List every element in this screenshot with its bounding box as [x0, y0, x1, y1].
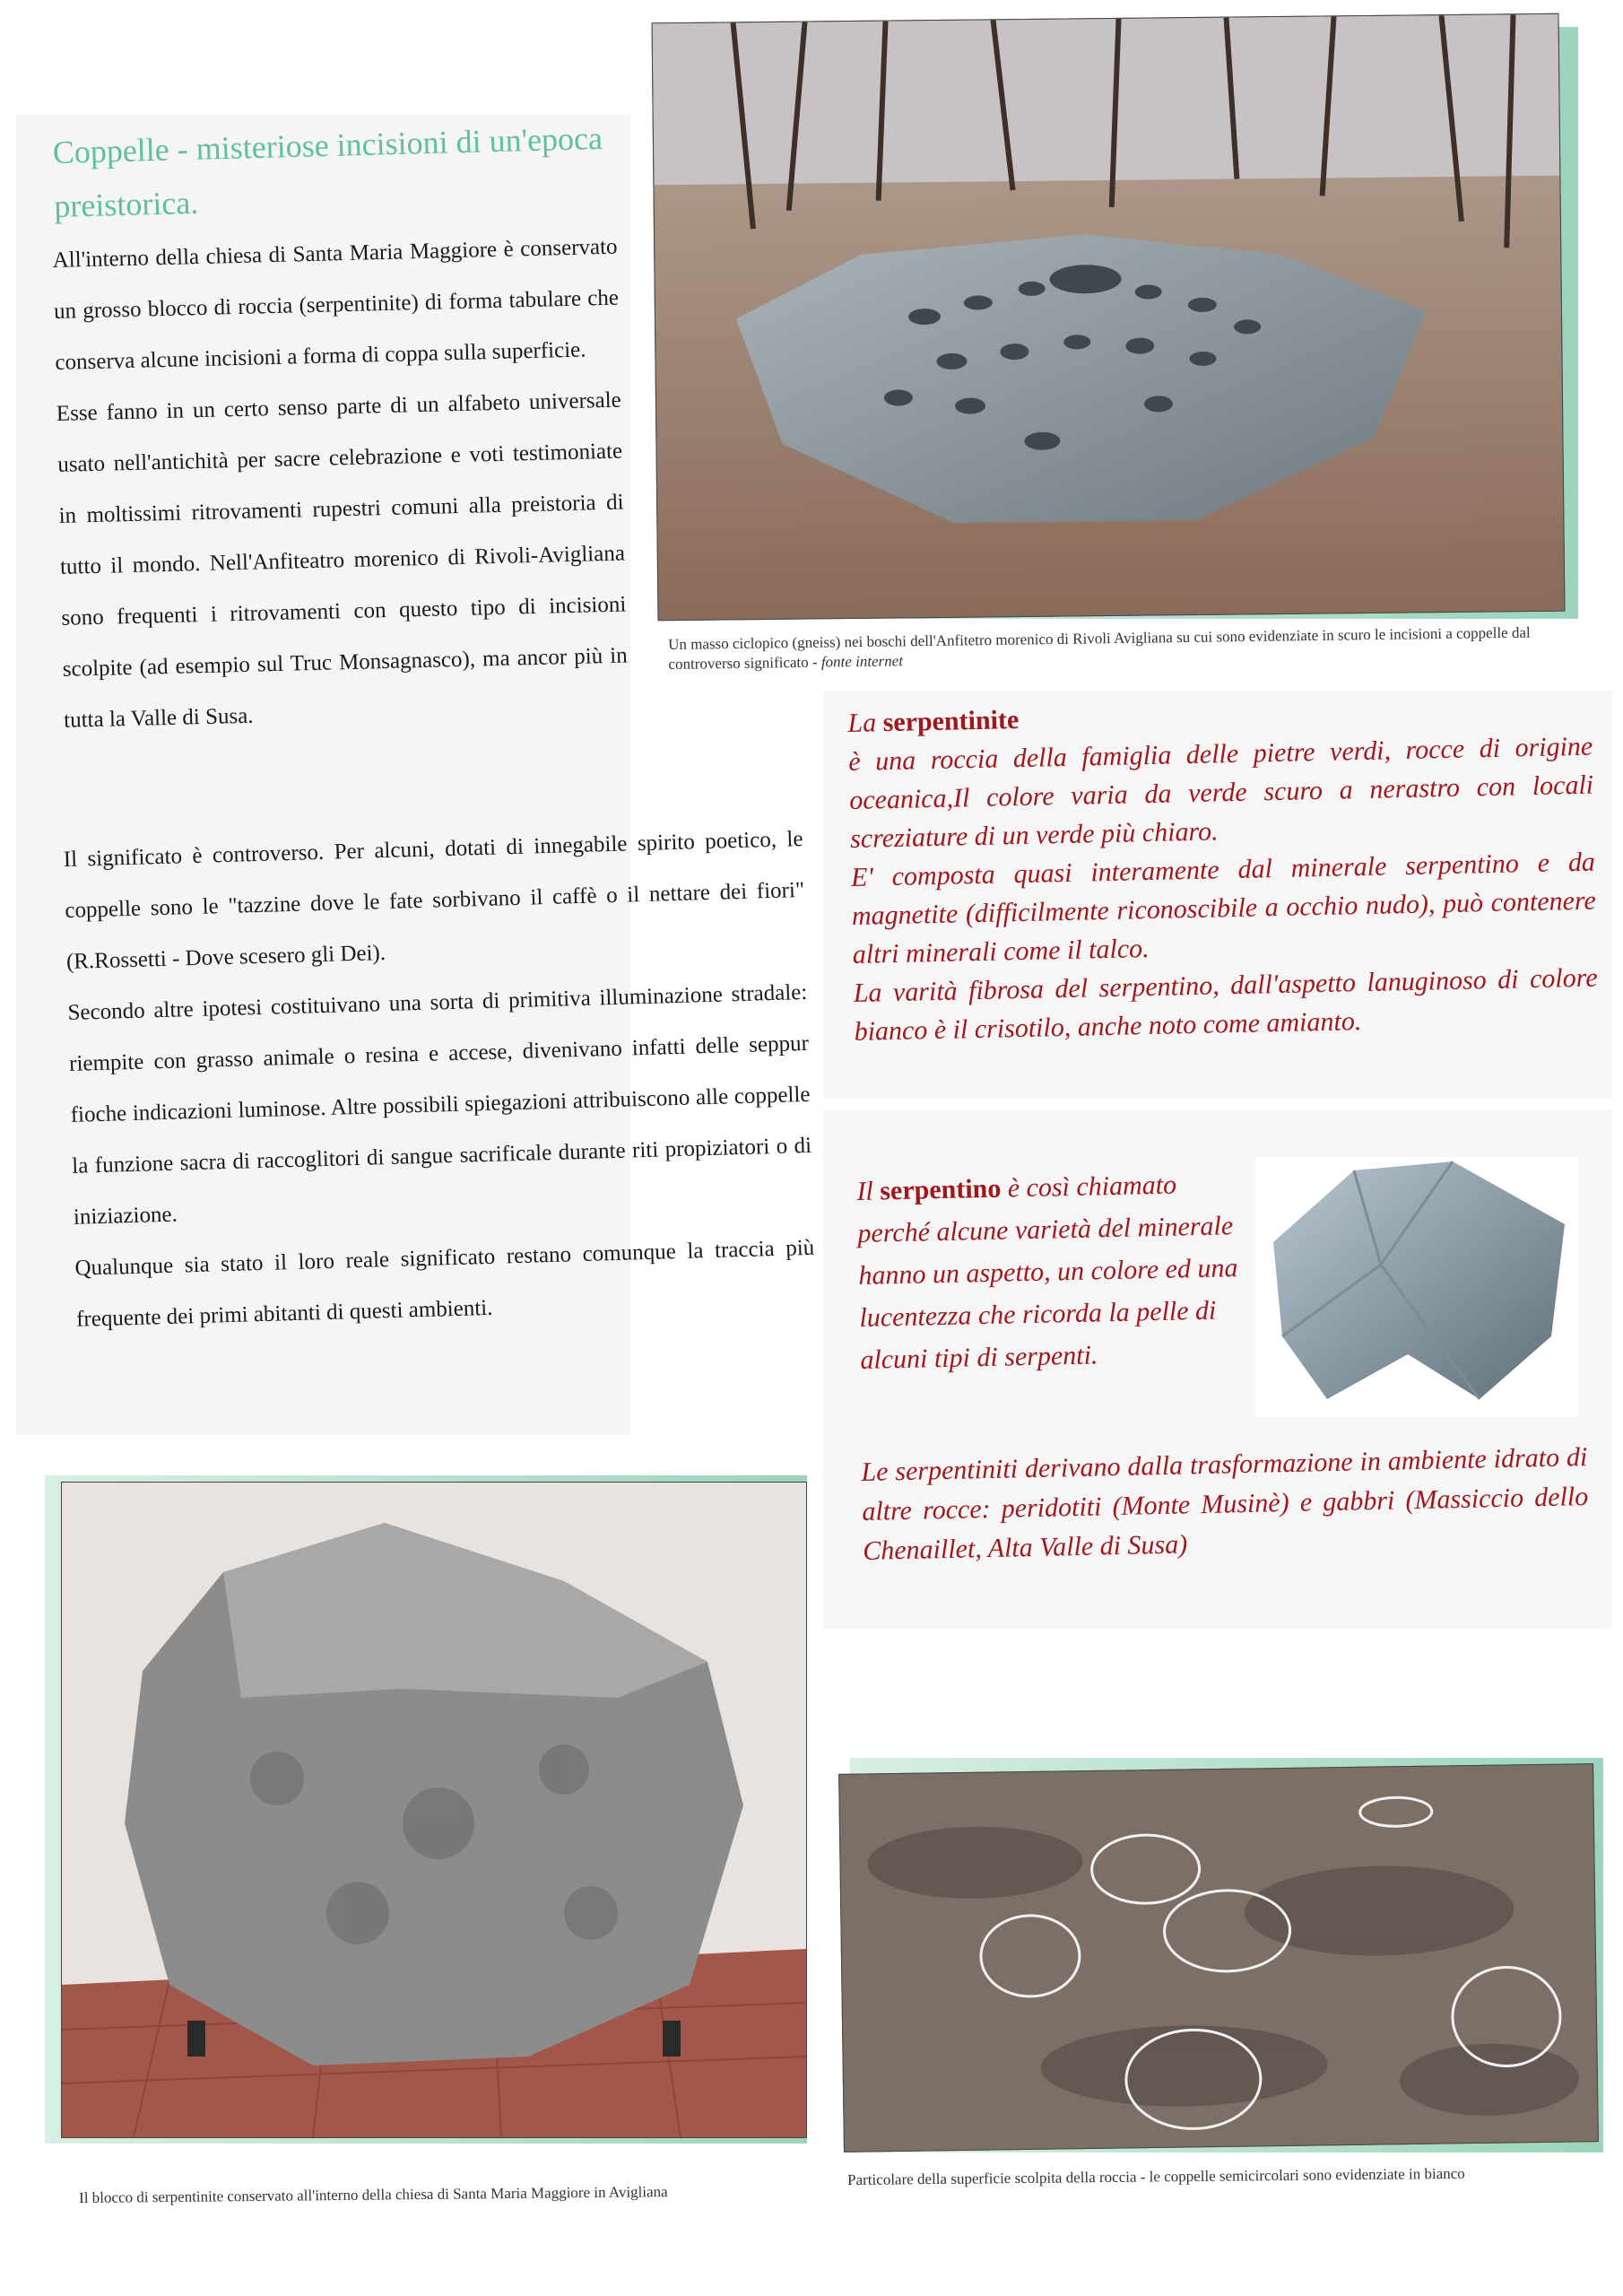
article-paragraph-3: Il significato è controverso. Per alcuni, dotati di innegabile spirito poetico, le coppelle sono le "tazzine dove le fate sorbivano il caffè o il nettare dei fiori" (R.Rossetti - Dove scesero gli Dei).: [63, 826, 805, 974]
article-paragraph-2: Esse fanno in un certo senso parte di un alfabeto universale usato nell'antichità per sacre celebrazione e voti testimoniate in moltissimi ritrovamenti rupestri comuni alla preistoria di tutto il mondo. Nell'Anfiteatro morenico di Rivoli-Avigliana sono frequenti i ritrovamenti con questo tipo di incisioni scolpite (ad esempio sul Truc Monsagnasco), ma ancor più in tutta la Valle di Susa.: [56, 387, 628, 733]
church-photo-caption: Il blocco di serpentinite conservato all'interno della chiesa di Santa Maria Maggiore in Avigliana: [79, 2183, 668, 2206]
church-block-illustration: [62, 1483, 806, 2137]
serpentine-rock-illustration: [1255, 1157, 1578, 1417]
serpentine-rock-photo: [1255, 1157, 1578, 1417]
surface-detail-illustration: [839, 1764, 1598, 2152]
serpentinite-heading-prefix: La: [847, 708, 883, 738]
serpentinite-paragraph-1: è una roccia della famiglia delle pietre verdi, rocce di origine oceanica,Il colore varia da verde scuro a nerastro con locali screziature di un verde più chiaro.: [848, 731, 1594, 854]
forest-photo-caption-source: fonte internet: [820, 652, 904, 671]
serpentiniti-paragraph: Le serpentiniti derivano dalla trasformazione in ambiente idrato di altre rocce: peridotiti (Monte Musinè) e gabbri (Massiccio dello Chenaillet, Alta Valle di Susa): [861, 1442, 1589, 1566]
forest-photo-caption-text: Un masso ciclopico (gneiss) nei boschi dell'Anfitetro morenico di Rivoli Avigliana su cui sono evidenziate in scuro le incisioni a coppelle dal controverso significato -: [668, 623, 1531, 673]
article-paragraph-1: All'interno della chiesa di Santa Maria Maggiore è conservato un grosso blocco di roccia (serpentinite) di forma tabulare che conserva alcune incisioni a forma di coppa sulla superficie.: [52, 234, 620, 375]
forest-boulder-illustration: [653, 14, 1565, 621]
serpentinite-text: [847, 689, 1599, 1051]
surface-photo-caption: Particolare della superficie scolpita della roccia - le coppelle semicircolari sono evidenziate in bianco: [847, 2164, 1465, 2188]
article-body-wide: [63, 813, 817, 1345]
article-body: [52, 222, 629, 746]
surface-detail-photo: [838, 1763, 1599, 2152]
serpentinite-paragraph-3: La varità fibrosa del serpentino, dall'aspetto lanuginoso di colore bianco è il crisotilo, anche noto come amianto.: [853, 962, 1598, 1047]
serpentinite-heading-bold: serpentinite: [882, 705, 1020, 738]
serpentino-paragraph: [856, 1162, 1246, 1381]
serpentino-text: [856, 1162, 1246, 1381]
forest-photo-caption: [668, 622, 1584, 674]
serpentiniti-text: [861, 1438, 1590, 1571]
serpentino-bold: serpentino: [879, 1173, 1002, 1206]
serpentino-description: è così chiamato perché alcune varietà del minerale hanno un aspetto, un colore ed una lucentezza che ricorda la pelle di alcuni tipi di serpenti.: [857, 1170, 1238, 1375]
article-paragraph-5: Qualunque sia stato il loro reale significato restano comunque la traccia più frequente dei primi abitanti di questi ambienti.: [74, 1235, 815, 1332]
article-title: Coppelle - misteriose incisioni di un'epoca preistorica.: [52, 119, 603, 224]
forest-boulder-photo: [652, 13, 1566, 622]
serpentino-prefix: Il: [856, 1176, 881, 1206]
article-paragraph-4: Secondo altre ipotesi costituivano una sorta di primitiva illuminazione stradale: riempite con grasso animale o resina e accese, divenivano infatti delle seppur fioche indicazioni luminose. Altre possibili spiegazioni attribuiscono alle coppelle la funzione sacra di raccoglitori di sangue sacrificale durante riti propiziatori o di iniziazione.: [67, 979, 812, 1230]
serpentinite-paragraph-2: E' composta quasi interamente dal minerale serpentino e da magnetite (difficilmente riconoscibile a occhio nudo), può contenere altri minerali come il talco.: [850, 847, 1597, 970]
church-block-photo: [61, 1482, 807, 2138]
